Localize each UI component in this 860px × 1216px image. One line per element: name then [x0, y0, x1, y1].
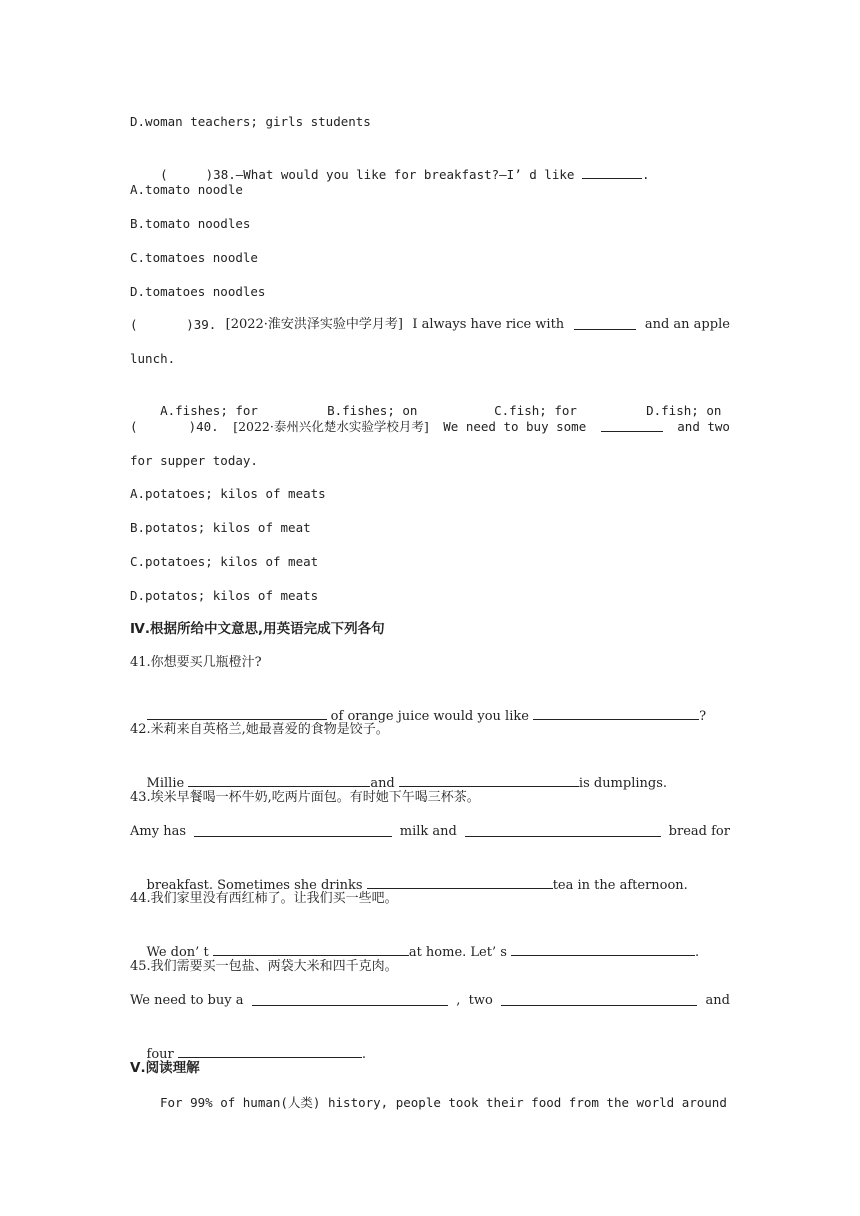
answer-blank[interactable]	[574, 316, 636, 330]
q40-stem: ( )40. [2022·泰州兴化楚水实验学校月考] We need to buy some and two	[130, 419, 730, 434]
answer-blank[interactable]	[399, 773, 579, 787]
answer-blank[interactable]	[367, 875, 553, 889]
question-source: [2022·泰州兴化楚水实验学校月考]	[233, 419, 429, 434]
answer-blank[interactable]	[465, 823, 661, 837]
q45-chinese-prompt: 45.我们需要买一包盐、两袋大米和四千克肉。	[130, 959, 398, 974]
answer-blank[interactable]	[213, 942, 409, 956]
q39-option-c: C.fish; for	[494, 403, 577, 418]
section-5-title: Ⅴ.阅读理解	[130, 1060, 200, 1076]
q37-option-d: D.woman teachers; girls students	[130, 114, 371, 129]
q40-stem-cont: for supper today.	[130, 453, 258, 468]
answer-paren-open: (	[130, 419, 138, 434]
q43-sentence-cont: breakfast. Sometimes she drinks tea in the afternoon.	[130, 857, 688, 913]
q42-chinese-prompt: 42.米莉来自英格兰,她最喜爱的食物是饺子。	[130, 722, 389, 737]
q44-sentence: We don’ t at home. Let’ s .	[130, 924, 699, 980]
question-number: )39.	[186, 317, 217, 332]
question-text: We need to buy some	[443, 419, 587, 434]
q39-option-a: A.fishes; for	[160, 403, 258, 418]
q41-sentence: of orange juice would you like ?	[130, 688, 706, 744]
q40-option-c: C.potatoes; kilos of meat	[130, 554, 319, 569]
q40-option-a: A.potatoes; kilos of meats	[130, 486, 326, 501]
q43-chinese-prompt: 43.埃米早餐喝一杯牛奶,吃两片面包。有时她下午喝三杯茶。	[130, 790, 480, 805]
q39-stem-cont: lunch.	[130, 351, 176, 366]
answer-blank[interactable]	[252, 992, 448, 1006]
q43-sentence: Amy has milk and bread for	[130, 824, 730, 839]
answer-blank[interactable]	[501, 992, 697, 1006]
q38-option-b: B.tomato noodles	[130, 216, 251, 231]
q45-sentence: We need to buy a , two and	[130, 993, 730, 1008]
answer-paren-open: (	[130, 317, 138, 332]
answer-paren-open: (	[160, 167, 168, 182]
q41-chinese-prompt: 41.你想要买几瓶橙汁?	[130, 655, 262, 670]
question-number: )38.	[205, 167, 236, 182]
question-number: )40.	[188, 419, 219, 434]
q39-option-b: B.fishes; on	[327, 403, 418, 418]
q38-option-d: D.tomatoes noodles	[130, 284, 266, 299]
answer-blank[interactable]	[601, 418, 663, 432]
q44-chinese-prompt: 44.我们家里没有西红柿了。让我们买一些吧。	[130, 891, 398, 906]
q42-sentence: Millie and is dumplings.	[130, 755, 667, 811]
q38-option-c: C.tomatoes noodle	[130, 250, 258, 265]
answer-blank[interactable]	[147, 706, 327, 720]
answer-blank[interactable]	[188, 773, 370, 787]
q38-stem: ( )38.—What would you like for breakfast?—I’ d like .	[160, 167, 650, 182]
answer-blank[interactable]	[194, 823, 392, 837]
q45-sentence-cont: four .	[130, 1026, 366, 1082]
question-text: —What would you like for breakfast?—I’ d like	[235, 167, 575, 182]
reading-passage-line-1: For 99% of human(人类) history, people took their food from the world around	[160, 1095, 727, 1110]
section-4-title: Ⅳ.根据所给中文意思,用英语完成下列各句	[130, 621, 385, 637]
q38-option-a: A.tomato noodle	[130, 182, 243, 197]
q40-option-d: D.potatos; kilos of meats	[130, 588, 319, 603]
answer-blank[interactable]	[582, 165, 642, 179]
q39-stem: ( )39. [2022·淮安洪泽实验中学月考] I always have rice with and an apple	[130, 317, 730, 332]
q40-option-b: B.potatos; kilos of meat	[130, 520, 311, 535]
answer-blank[interactable]	[533, 706, 699, 720]
q39-option-d: D.fish; on	[646, 403, 722, 418]
question-source: [2022·淮安洪泽实验中学月考]	[225, 317, 403, 332]
question-text: I always have rice with	[412, 317, 565, 332]
answer-blank[interactable]	[178, 1044, 362, 1058]
answer-blank[interactable]	[511, 942, 695, 956]
